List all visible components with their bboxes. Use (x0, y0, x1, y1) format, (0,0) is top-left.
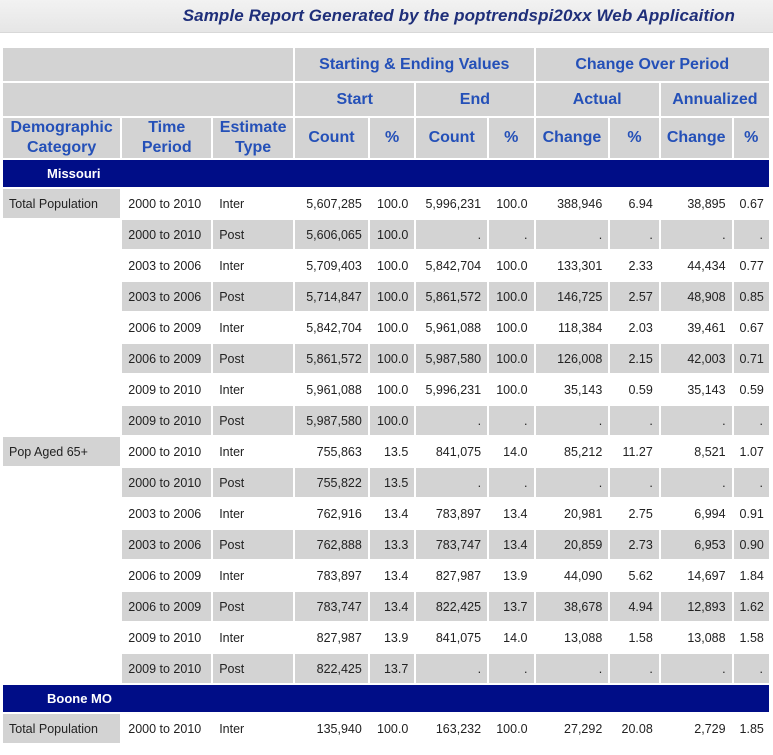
table-row (3, 375, 769, 404)
cell-actual-change: 35,143 (536, 375, 609, 404)
cell-start-count: 5,961,088 (295, 375, 368, 404)
cell-annualized-pct: 1.85 (734, 714, 769, 743)
cell-annualized-change: 6,953 (661, 530, 732, 559)
cell-time-period: 2000 to 2010 (122, 437, 211, 466)
header-demographic-category: Demographic Category (3, 118, 120, 158)
cell-annualized-pct: 0.71 (734, 344, 769, 373)
cell-demographic-category (3, 530, 120, 559)
cell-end-pct: 100.0 (489, 282, 533, 311)
cell-annualized-change: 35,143 (661, 375, 732, 404)
table-row (3, 468, 769, 497)
cell-end-pct: 100.0 (489, 251, 533, 280)
cell-start-pct: 100.0 (370, 220, 414, 249)
cell-demographic-category (3, 375, 120, 404)
cell-estimate-type: Post (213, 406, 293, 435)
cell-start-count: 5,607,285 (295, 189, 368, 218)
table-row (3, 714, 769, 743)
cell-actual-pct: 1.58 (610, 623, 659, 652)
cell-start-pct: 100.0 (370, 375, 414, 404)
cell-annualized-change: 44,434 (661, 251, 732, 280)
cell-end-pct: 13.7 (489, 592, 533, 621)
cell-estimate-type: Post (213, 282, 293, 311)
cell-actual-pct: 2.33 (610, 251, 659, 280)
cell-start-count: 783,747 (295, 592, 368, 621)
cell-start-count: 822,425 (295, 654, 368, 683)
cell-demographic-category (3, 251, 120, 280)
cell-actual-change: 126,008 (536, 344, 609, 373)
cell-estimate-type: Inter (213, 251, 293, 280)
cell-actual-pct: . (610, 654, 659, 683)
cell-estimate-type: Inter (213, 437, 293, 466)
cell-annualized-pct: . (734, 220, 769, 249)
cell-actual-pct: 2.73 (610, 530, 659, 559)
cell-actual-pct: 2.15 (610, 344, 659, 373)
cell-annualized-pct: 0.85 (734, 282, 769, 311)
cell-time-period: 2006 to 2009 (122, 344, 211, 373)
cell-start-count: 783,897 (295, 561, 368, 590)
cell-estimate-type: Inter (213, 561, 293, 590)
cell-actual-pct: . (610, 468, 659, 497)
cell-start-count: 5,842,704 (295, 313, 368, 342)
table-row (3, 592, 769, 621)
cell-end-count: 5,961,088 (416, 313, 487, 342)
cell-end-pct: . (489, 406, 533, 435)
cell-time-period: 2009 to 2010 (122, 623, 211, 652)
cell-end-pct: 14.0 (489, 437, 533, 466)
cell-annualized-change: 13,088 (661, 623, 732, 652)
cell-start-pct: 100.0 (370, 406, 414, 435)
cell-end-count: . (416, 468, 487, 497)
cell-estimate-type: Post (213, 468, 293, 497)
cell-estimate-type: Post (213, 530, 293, 559)
cell-estimate-type: Post (213, 654, 293, 683)
cell-annualized-change: 12,893 (661, 592, 732, 621)
cell-end-count: . (416, 406, 487, 435)
cell-actual-pct: 2.75 (610, 499, 659, 528)
cell-start-count: 5,714,847 (295, 282, 368, 311)
cell-annualized-pct: 0.67 (734, 189, 769, 218)
cell-annualized-pct: 0.77 (734, 251, 769, 280)
cell-end-count: 5,861,572 (416, 282, 487, 311)
cell-actual-change: . (536, 220, 609, 249)
header-annualized-pct: % (734, 118, 769, 158)
cell-actual-pct: 2.57 (610, 282, 659, 311)
header-row-columns (3, 118, 769, 158)
cell-end-count: . (416, 220, 487, 249)
cell-demographic-category: Total Population (3, 714, 120, 743)
cell-estimate-type: Inter (213, 499, 293, 528)
cell-start-pct: 13.4 (370, 499, 414, 528)
header-end-count: Count (416, 118, 487, 158)
cell-start-count: 755,863 (295, 437, 368, 466)
cell-annualized-pct: . (734, 654, 769, 683)
cell-end-count: 5,996,231 (416, 375, 487, 404)
cell-actual-change: 85,212 (536, 437, 609, 466)
cell-time-period: 2003 to 2006 (122, 530, 211, 559)
header-change-over-period: Change Over Period (536, 48, 769, 81)
cell-start-pct: 100.0 (370, 714, 414, 743)
table-row (3, 530, 769, 559)
cell-estimate-type: Inter (213, 313, 293, 342)
cell-actual-pct: 11.27 (610, 437, 659, 466)
cell-end-count: 827,987 (416, 561, 487, 590)
cell-annualized-change: 8,521 (661, 437, 732, 466)
cell-annualized-pct: 0.67 (734, 313, 769, 342)
cell-time-period: 2000 to 2010 (122, 468, 211, 497)
cell-actual-change: 20,859 (536, 530, 609, 559)
cell-end-pct: 13.4 (489, 499, 533, 528)
cell-demographic-category (3, 344, 120, 373)
cell-annualized-pct: . (734, 468, 769, 497)
table-row (3, 406, 769, 435)
cell-end-pct: 100.0 (489, 714, 533, 743)
cell-annualized-change: . (661, 220, 732, 249)
cell-demographic-category: Pop Aged 65+ (3, 437, 120, 466)
cell-time-period: 2009 to 2010 (122, 375, 211, 404)
cell-start-count: 5,861,572 (295, 344, 368, 373)
cell-demographic-category (3, 468, 120, 497)
table-row (3, 251, 769, 280)
cell-time-period: 2003 to 2006 (122, 499, 211, 528)
cell-time-period: 2000 to 2010 (122, 714, 211, 743)
cell-start-pct: 100.0 (370, 313, 414, 342)
cell-start-count: 5,709,403 (295, 251, 368, 280)
cell-demographic-category (3, 623, 120, 652)
cell-actual-change: 133,301 (536, 251, 609, 280)
header-annualized-change: Change (661, 118, 732, 158)
cell-end-pct: . (489, 654, 533, 683)
cell-time-period: 2006 to 2009 (122, 592, 211, 621)
cell-estimate-type: Inter (213, 623, 293, 652)
header-end-pct: % (489, 118, 533, 158)
cell-actual-change: 27,292 (536, 714, 609, 743)
cell-end-pct: 13.4 (489, 530, 533, 559)
cell-start-pct: 13.9 (370, 623, 414, 652)
cell-time-period: 2000 to 2010 (122, 189, 211, 218)
cell-start-pct: 100.0 (370, 344, 414, 373)
table-row (3, 654, 769, 683)
header-annualized: Annualized (661, 83, 769, 116)
cell-estimate-type: Inter (213, 189, 293, 218)
cell-start-count: 135,940 (295, 714, 368, 743)
cell-demographic-category (3, 592, 120, 621)
cell-actual-pct: . (610, 406, 659, 435)
cell-end-count: 822,425 (416, 592, 487, 621)
cell-annualized-change: 48,908 (661, 282, 732, 311)
header-start-pct: % (370, 118, 414, 158)
cell-end-count: 163,232 (416, 714, 487, 743)
cell-demographic-category (3, 220, 120, 249)
cell-end-pct: 100.0 (489, 313, 533, 342)
cell-demographic-category: Total Population (3, 189, 120, 218)
report-container[interactable] (1, 46, 771, 755)
cell-end-pct: 100.0 (489, 189, 533, 218)
cell-annualized-change: 38,895 (661, 189, 732, 218)
header-actual-pct: % (610, 118, 659, 158)
section-header-row (3, 160, 769, 187)
header-time-period: Time Period (122, 118, 211, 158)
cell-actual-pct: 20.08 (610, 714, 659, 743)
cell-end-pct: 100.0 (489, 344, 533, 373)
cell-estimate-type: Post (213, 220, 293, 249)
section-header-row (3, 685, 769, 712)
header-row-groups (3, 48, 769, 81)
cell-annualized-change: 6,994 (661, 499, 732, 528)
cell-actual-change: 38,678 (536, 592, 609, 621)
cell-time-period: 2003 to 2006 (122, 282, 211, 311)
cell-actual-pct: . (610, 220, 659, 249)
cell-annualized-change: 39,461 (661, 313, 732, 342)
cell-actual-change: 388,946 (536, 189, 609, 218)
cell-annualized-pct: 1.58 (734, 623, 769, 652)
cell-actual-pct: 5.62 (610, 561, 659, 590)
cell-demographic-category (3, 406, 120, 435)
cell-annualized-pct: 0.91 (734, 499, 769, 528)
table-row (3, 189, 769, 218)
cell-actual-change: . (536, 406, 609, 435)
cell-time-period: 2003 to 2006 (122, 251, 211, 280)
cell-annualized-change: . (661, 654, 732, 683)
report-title: Sample Report Generated by the poptrendspi20xx Web Applicaition (182, 6, 735, 25)
cell-time-period: 2009 to 2010 (122, 406, 211, 435)
cell-end-count: 783,897 (416, 499, 487, 528)
cell-actual-change: 118,384 (536, 313, 609, 342)
cell-actual-change: 146,725 (536, 282, 609, 311)
cell-annualized-pct: 1.62 (734, 592, 769, 621)
cell-start-pct: 13.5 (370, 437, 414, 466)
cell-demographic-category (3, 561, 120, 590)
cell-demographic-category (3, 313, 120, 342)
section-name: Missouri (3, 160, 769, 187)
title-bar (0, 0, 773, 33)
table-row (3, 220, 769, 249)
cell-actual-change: 20,981 (536, 499, 609, 528)
cell-end-count: 5,996,231 (416, 189, 487, 218)
cell-end-count: 5,987,580 (416, 344, 487, 373)
cell-end-pct: 14.0 (489, 623, 533, 652)
cell-annualized-change: 42,003 (661, 344, 732, 373)
cell-end-pct: . (489, 220, 533, 249)
table-row (3, 437, 769, 466)
cell-actual-change: 13,088 (536, 623, 609, 652)
cell-start-pct: 13.7 (370, 654, 414, 683)
report-table (1, 46, 771, 745)
cell-annualized-pct: 0.90 (734, 530, 769, 559)
header-row-subgroups (3, 83, 769, 116)
cell-demographic-category (3, 499, 120, 528)
header-end: End (416, 83, 533, 116)
report-body (3, 160, 769, 743)
cell-end-count: 841,075 (416, 437, 487, 466)
cell-actual-pct: 2.03 (610, 313, 659, 342)
header-estimate-type: Estimate Type (213, 118, 293, 158)
table-row (3, 282, 769, 311)
cell-demographic-category (3, 282, 120, 311)
cell-start-pct: 100.0 (370, 282, 414, 311)
header-blank-subgroups (3, 83, 293, 116)
cell-annualized-change: 2,729 (661, 714, 732, 743)
cell-time-period: 2006 to 2009 (122, 561, 211, 590)
cell-start-count: 762,888 (295, 530, 368, 559)
cell-end-pct: 13.9 (489, 561, 533, 590)
table-row (3, 561, 769, 590)
cell-estimate-type: Post (213, 344, 293, 373)
cell-actual-pct: 4.94 (610, 592, 659, 621)
cell-end-count: 841,075 (416, 623, 487, 652)
cell-annualized-pct: 1.84 (734, 561, 769, 590)
cell-start-pct: 13.3 (370, 530, 414, 559)
header-actual-change: Change (536, 118, 609, 158)
cell-start-pct: 13.5 (370, 468, 414, 497)
cell-annualized-pct: . (734, 406, 769, 435)
cell-time-period: 2000 to 2010 (122, 220, 211, 249)
cell-annualized-change: . (661, 468, 732, 497)
cell-end-count: 783,747 (416, 530, 487, 559)
cell-actual-pct: 6.94 (610, 189, 659, 218)
header-starting-ending-values: Starting & Ending Values (295, 48, 533, 81)
header-blank-groups (3, 48, 293, 81)
table-row (3, 623, 769, 652)
cell-start-count: 5,606,065 (295, 220, 368, 249)
cell-start-pct: 100.0 (370, 189, 414, 218)
cell-end-pct: 100.0 (489, 375, 533, 404)
table-row (3, 344, 769, 373)
cell-end-count: 5,842,704 (416, 251, 487, 280)
table-row (3, 313, 769, 342)
cell-time-period: 2006 to 2009 (122, 313, 211, 342)
cell-actual-pct: 0.59 (610, 375, 659, 404)
cell-start-pct: 13.4 (370, 561, 414, 590)
cell-end-count: . (416, 654, 487, 683)
cell-annualized-pct: 1.07 (734, 437, 769, 466)
header-start-count: Count (295, 118, 368, 158)
cell-time-period: 2009 to 2010 (122, 654, 211, 683)
cell-start-count: 755,822 (295, 468, 368, 497)
cell-actual-change: 44,090 (536, 561, 609, 590)
cell-annualized-change: 14,697 (661, 561, 732, 590)
cell-estimate-type: Inter (213, 714, 293, 743)
section-name: Boone MO (3, 685, 769, 712)
cell-estimate-type: Post (213, 592, 293, 621)
cell-end-pct: . (489, 468, 533, 497)
table-row (3, 499, 769, 528)
cell-actual-change: . (536, 468, 609, 497)
cell-start-count: 762,916 (295, 499, 368, 528)
cell-start-count: 827,987 (295, 623, 368, 652)
cell-start-count: 5,987,580 (295, 406, 368, 435)
cell-actual-change: . (536, 654, 609, 683)
cell-start-pct: 13.4 (370, 592, 414, 621)
cell-annualized-pct: 0.59 (734, 375, 769, 404)
cell-start-pct: 100.0 (370, 251, 414, 280)
cell-annualized-change: . (661, 406, 732, 435)
header-start: Start (295, 83, 414, 116)
header-actual: Actual (536, 83, 659, 116)
cell-demographic-category (3, 654, 120, 683)
cell-estimate-type: Inter (213, 375, 293, 404)
